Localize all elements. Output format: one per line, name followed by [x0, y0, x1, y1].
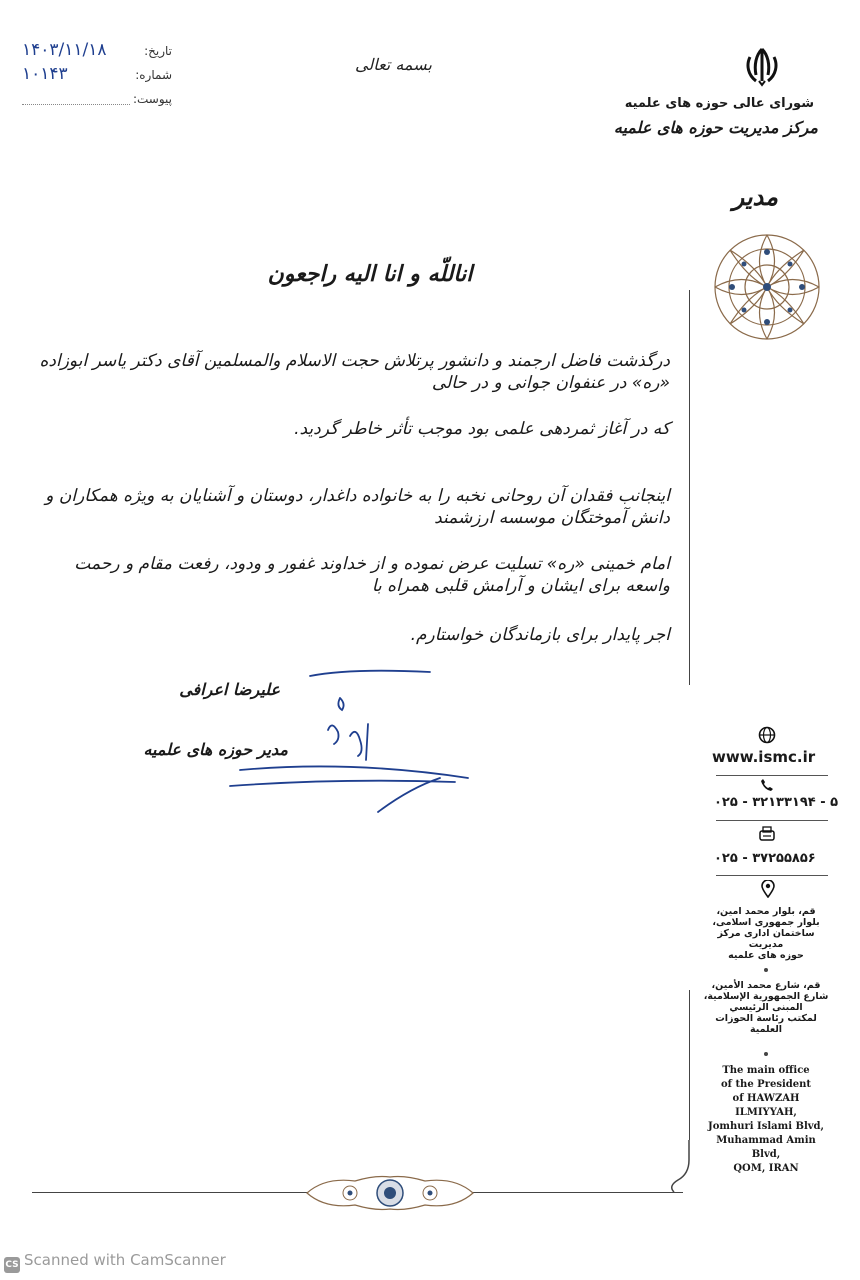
number-label: شماره:: [135, 68, 172, 82]
address-line: of the President: [720, 1079, 811, 1090]
letter-meta: [22, 40, 172, 112]
letter-line: امام خمینی «ره» تسلیت عرض نموده و از خداوند غفور و ودود، رفعت مقام و رحمت واسعه برای ایشان و آرامش قلبی همراه با: [74, 554, 670, 596]
director-label: مدیر: [732, 183, 778, 211]
address-persian: [702, 906, 830, 961]
footer-line: [473, 1192, 683, 1193]
arabesque-ornament-icon: [702, 222, 832, 352]
date-value: ۱۴۰۳/۱۱/۱۸: [22, 40, 107, 60]
fax-icon: [758, 826, 776, 842]
contact-separator: [716, 875, 828, 876]
address-line: شارع الجمهوریة الإسلامیة،: [703, 991, 829, 1002]
vertical-divider-lower: [689, 990, 690, 1140]
attachment-row: [22, 88, 172, 112]
footer-ornament-icon: [305, 1173, 475, 1213]
watermark-text: Scanned with CamScanner: [24, 1251, 226, 1269]
address-line: ساختمان اداری مرکز مدیریت: [717, 928, 815, 950]
number-value: ۱۰۱۴۳: [22, 64, 68, 84]
attachment-line: [22, 104, 130, 105]
address-line: المبنى الرئيسي: [729, 1002, 803, 1013]
address-line: قم، بلوار محمد امین،: [716, 906, 816, 917]
attachment-label: پیوست:: [132, 92, 172, 106]
contact-separator: [716, 775, 828, 776]
address-arabic: [702, 980, 830, 1035]
address-line: قم، شارع محمد الأمین،: [711, 980, 821, 991]
letter-heading: اناللّه و انا الیه راجعون: [267, 262, 473, 287]
address-line: The main office: [722, 1065, 810, 1076]
phone-icon: [760, 778, 774, 792]
letter-line: اینجانب فقدان آن روحانی نخبه را به خانواده داغدار، دوستان و آشنایان به ویژه همکاران و دانش آموختگان موسسه ارزشمند: [45, 486, 670, 528]
address-english: [702, 1064, 830, 1176]
website: www.ismc.ir: [712, 748, 816, 766]
contact-separator: [716, 820, 828, 821]
footer-line: [32, 1192, 307, 1193]
camscanner-logo-icon: CS: [4, 1257, 20, 1273]
bismillah: بسمه تعالی: [355, 55, 432, 74]
letter-line: که در آغاز ثمردهی علمی بود موجب تأثر خاطر گردید.: [294, 419, 670, 439]
address-line: لمكتب رئاسة الحوزات العلمية: [715, 1013, 817, 1035]
vertical-divider: [689, 290, 690, 685]
handwritten-signature: [200, 660, 490, 820]
date-row: [22, 40, 172, 64]
iran-emblem-icon: [742, 45, 782, 87]
camscanner-watermark: [4, 1251, 226, 1273]
address-line: بلوار جمهوری اسلامی،: [712, 917, 820, 928]
signer-name: علیرضا اعرافی: [179, 680, 280, 699]
address-line: حوزه های علمیه: [728, 950, 804, 961]
fax-number: ۰۲۵ - ۳۷۲۵۵۸۵۶: [714, 851, 816, 866]
letter-line: درگذشت فاضل ارجمند و دانشور پرتلاش حجت الاسلام والمسلمین آقای دکتر یاسر ابوزاده «ره» در عنفوان جوانی و در حالی: [39, 351, 670, 393]
letter-line: اجر پایدار برای بازماندگان خواستارم.: [410, 625, 670, 645]
address-line: Muhammad Amin Blvd,: [716, 1135, 816, 1160]
phone-number: ۰۲۵ - ۳۲۱۳۳۱۹۴ - ۵: [714, 795, 839, 810]
number-row: [22, 64, 172, 88]
location-pin-icon: [761, 880, 775, 898]
address-line: of HAWZAH ILMIYYAH,: [732, 1093, 800, 1118]
frame-corner-curl: [660, 1140, 700, 1194]
address-line: Jomhuri Islami Blvd,: [707, 1121, 825, 1132]
center-name: مرکز مدیریت حوزه های علمیه: [613, 118, 818, 137]
separator-dot: [764, 1052, 768, 1056]
date-label: تاریخ:: [144, 44, 172, 58]
signer-title: مدیر حوزه های علمیه: [143, 740, 288, 759]
council-name: شورای عالی حوزه های علمیه: [624, 96, 814, 111]
globe-icon: [758, 726, 776, 744]
separator-dot: [764, 968, 768, 972]
address-line: QOM, IRAN: [733, 1163, 799, 1174]
